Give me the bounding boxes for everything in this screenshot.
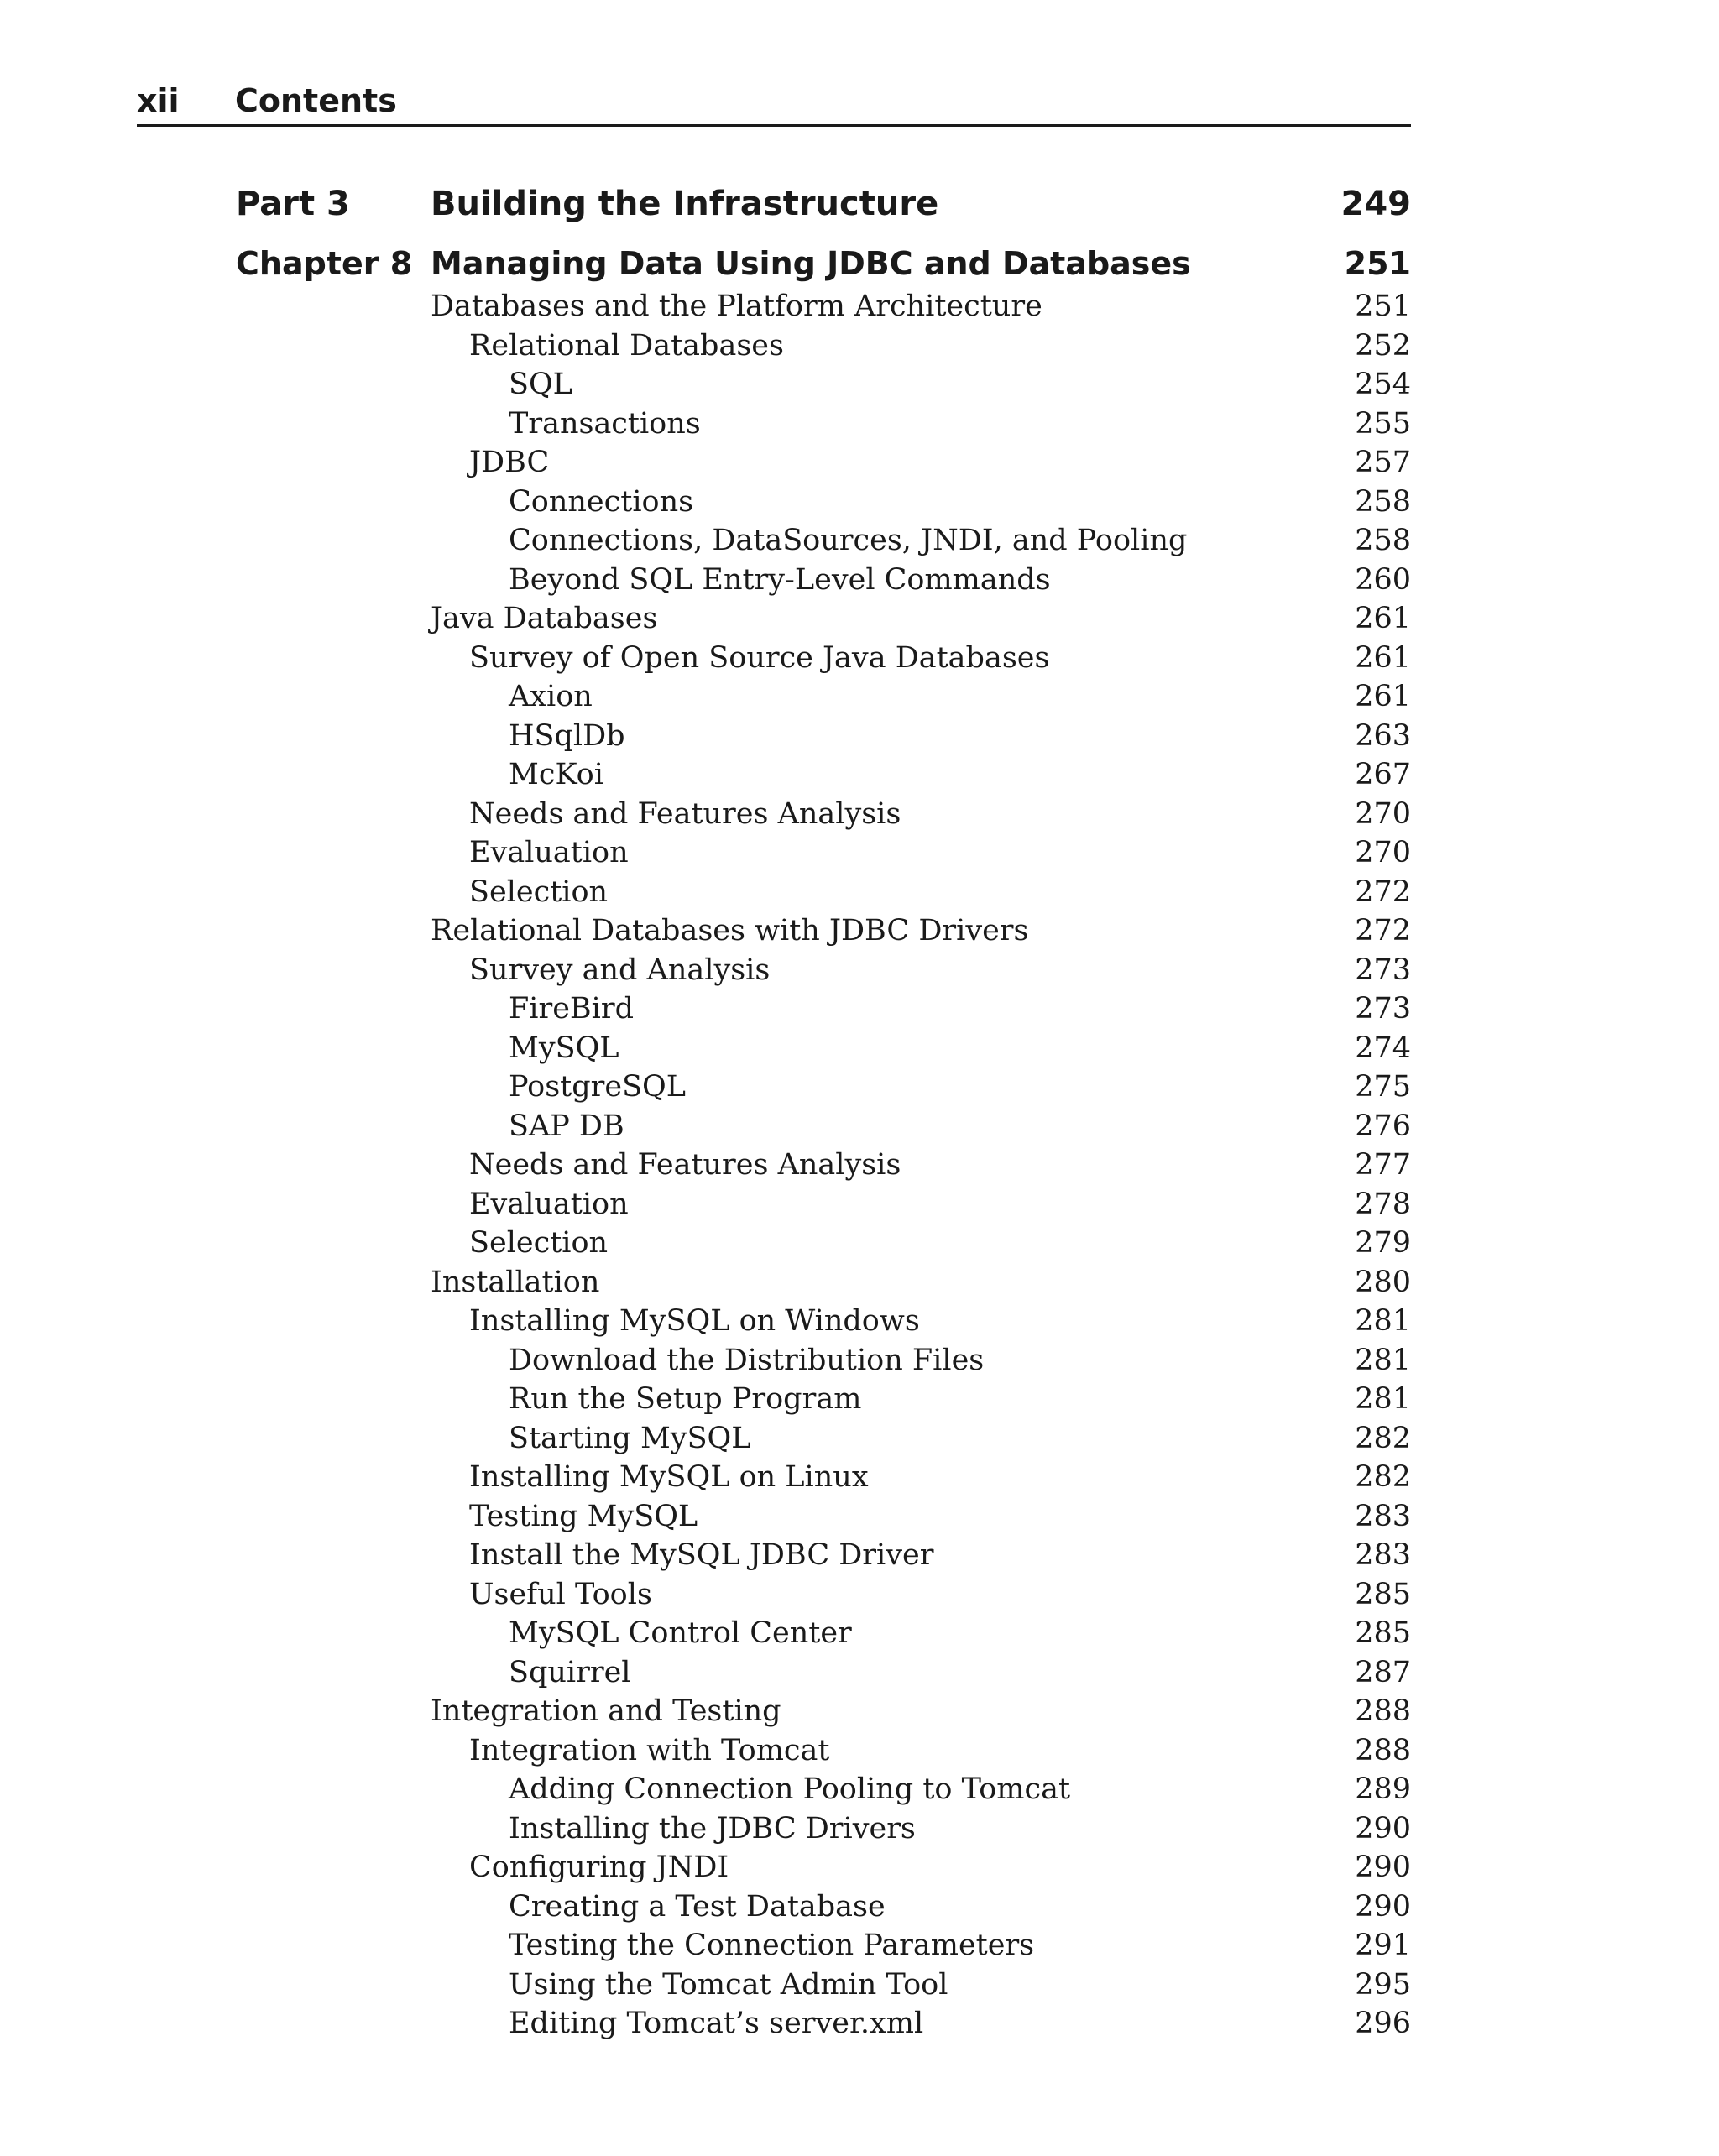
- toc-entry-page: 296: [1355, 2007, 1411, 2040]
- toc-entry-page: 254: [1355, 368, 1411, 401]
- toc-entry: [431, 443, 1411, 483]
- toc-entry-title: SQL: [509, 368, 572, 401]
- toc-entry-title: Run the Setup Program: [509, 1382, 862, 1416]
- toc-entry-title: Editing Tomcat’s server.xml: [509, 2007, 924, 2040]
- toc-entry-title: MySQL: [509, 1031, 619, 1065]
- toc-entry-page: 260: [1355, 562, 1411, 597]
- toc-entry: [431, 1848, 1411, 1887]
- toc-entry-title: Java Databases: [431, 602, 658, 635]
- chapter-page: 251: [1344, 245, 1411, 282]
- toc-entry: [431, 287, 1411, 326]
- part-page: 249: [1340, 185, 1411, 223]
- chapter-heading: [236, 245, 1411, 287]
- toc-entry: [431, 951, 1411, 990]
- toc-entry-page: 263: [1355, 718, 1411, 753]
- toc-entry: [431, 1887, 1411, 1927]
- toc-entry: [431, 561, 1411, 600]
- toc-entry-title: Needs and Features Analysis: [469, 1148, 901, 1182]
- toc-entry-title: Installing MySQL on Linux: [469, 1460, 869, 1494]
- toc-entry-page: 288: [1355, 1733, 1411, 1767]
- toc-entry-page: 255: [1355, 406, 1411, 441]
- toc-entry-title: MySQL Control Center: [509, 1616, 852, 1650]
- toc-entry: [431, 1497, 1411, 1537]
- toc-entry-page: 290: [1355, 1811, 1411, 1845]
- toc-entry-title: Useful Tools: [469, 1577, 652, 1611]
- toc-entry-page: 275: [1355, 1070, 1411, 1104]
- toc-entry-page: 270: [1355, 836, 1411, 869]
- toc-entry: [431, 1068, 1411, 1107]
- toc-entry: [431, 1653, 1411, 1693]
- toc-entry: [431, 483, 1411, 522]
- toc-entry-title: HSqlDb: [509, 718, 625, 753]
- toc-entry-page: 261: [1355, 640, 1411, 675]
- part-label: Part 3: [236, 185, 350, 223]
- toc-entry-title: Configuring JNDI: [469, 1851, 729, 1884]
- toc-entry-title: Databases and the Platform Architecture: [431, 290, 1042, 323]
- toc-entry-page: 252: [1355, 328, 1411, 363]
- toc-entry-title: Installing MySQL on Windows: [469, 1304, 920, 1338]
- toc-entry-title: Selection: [469, 874, 609, 909]
- toc-entry-page: 290: [1355, 1851, 1411, 1884]
- toc-entry-title: Integration and Testing: [431, 1694, 781, 1728]
- toc-entry-page: 278: [1355, 1187, 1411, 1221]
- toc-entry-page: 272: [1355, 914, 1411, 947]
- toc-entry-page: 277: [1355, 1148, 1411, 1182]
- toc-entry-page: 276: [1355, 1109, 1411, 1143]
- toc-entry-title: PostgreSQL: [509, 1070, 686, 1104]
- toc-entry: [431, 989, 1411, 1029]
- toc-entry: [431, 326, 1411, 366]
- toc-entry-title: Installing the JDBC Drivers: [509, 1811, 916, 1845]
- toc-entry-page: 287: [1355, 1655, 1411, 1689]
- toc-entry: [431, 1341, 1411, 1381]
- chapter-title: Managing Data Using JDBC and Databases: [431, 245, 1191, 282]
- toc-entry: [431, 911, 1411, 951]
- toc-entry: [431, 1926, 1411, 1965]
- chapter-label: Chapter 8: [236, 245, 413, 282]
- toc-entry-title: Survey of Open Source Java Databases: [469, 640, 1050, 675]
- toc-entry: [431, 1614, 1411, 1653]
- header-title: Contents: [235, 82, 397, 119]
- toc-entry-title: Testing MySQL: [469, 1499, 698, 1533]
- toc-entry: [431, 639, 1411, 678]
- toc-entry-page: 257: [1355, 446, 1411, 479]
- toc-entry-page: 281: [1355, 1343, 1411, 1377]
- toc-entry: [431, 795, 1411, 834]
- toc-entry: [431, 1809, 1411, 1849]
- toc-entry-title: Evaluation: [469, 836, 629, 869]
- toc-entry-page: 280: [1355, 1265, 1411, 1299]
- toc-entry-title: Installation: [431, 1265, 600, 1299]
- toc-entry-title: Squirrel: [509, 1655, 631, 1689]
- part-heading: [236, 185, 1411, 230]
- toc-entry-page: 282: [1355, 1421, 1411, 1455]
- toc-entry: [431, 1731, 1411, 1771]
- toc-entry-title: Install the MySQL JDBC Driver: [469, 1538, 934, 1572]
- toc-entry: [431, 1302, 1411, 1341]
- toc-entry-page: 251: [1355, 290, 1411, 323]
- toc-entry-title: Connections: [509, 484, 694, 519]
- toc-entry-page: 283: [1355, 1499, 1411, 1533]
- toc-entry-page: 281: [1355, 1304, 1411, 1338]
- toc-entry-page: 261: [1355, 680, 1411, 713]
- toc-entry: [431, 365, 1411, 405]
- toc-entry-page: 288: [1355, 1694, 1411, 1728]
- toc-entry-page: 258: [1355, 484, 1411, 519]
- toc-entry: [431, 1965, 1411, 2005]
- toc-entry: [431, 717, 1411, 756]
- toc-entry-title: Download the Distribution Files: [509, 1343, 985, 1377]
- toc-entry-page: 285: [1355, 1616, 1411, 1650]
- toc-entry: [431, 1185, 1411, 1224]
- toc-entry-title: Beyond SQL Entry-Level Commands: [509, 562, 1051, 597]
- toc-entry-page: 290: [1355, 1889, 1411, 1924]
- toc-entry: [431, 599, 1411, 639]
- toc-entry-title: Needs and Features Analysis: [469, 796, 901, 831]
- toc-entry: [431, 1263, 1411, 1302]
- toc-entry-title: Integration with Tomcat: [469, 1733, 830, 1767]
- toc-entry: [431, 755, 1411, 795]
- toc-entry: [431, 1380, 1411, 1419]
- toc-entry: [431, 1029, 1411, 1068]
- toc-entry-page: 274: [1355, 1031, 1411, 1065]
- toc-entry-page: 295: [1355, 1967, 1411, 2002]
- toc-entry-title: Survey and Analysis: [469, 953, 771, 987]
- toc-entry: [431, 1692, 1411, 1731]
- toc-entry-title: Relational Databases with JDBC Drivers: [431, 914, 1029, 947]
- toc-entry: [431, 873, 1411, 912]
- toc-entry-page: 267: [1355, 758, 1411, 791]
- toc-entry: [431, 1107, 1411, 1146]
- toc-entry-page: 279: [1355, 1226, 1411, 1260]
- toc-entry-title: Using the Tomcat Admin Tool: [509, 1967, 948, 2002]
- toc-entry-page: 291: [1355, 1929, 1411, 1962]
- toc-entry-list: [431, 287, 1411, 2044]
- toc-entry-title: Connections, DataSources, JNDI, and Pooling: [509, 524, 1188, 557]
- toc-entry-page: 272: [1355, 874, 1411, 909]
- toc-entry-page: 273: [1355, 992, 1411, 1026]
- toc-entry-title: SAP DB: [509, 1109, 624, 1143]
- toc-entry: [431, 1770, 1411, 1809]
- running-header: [137, 82, 1411, 127]
- toc-entry: [431, 1146, 1411, 1185]
- toc-entry: [431, 1419, 1411, 1459]
- toc-entry: [431, 1458, 1411, 1497]
- toc-entry: [431, 521, 1411, 561]
- toc-entry-title: Transactions: [509, 406, 701, 441]
- part-title: Building the Infrastructure: [431, 185, 939, 223]
- toc-entry-page: 282: [1355, 1460, 1411, 1494]
- toc-entry-title: Starting MySQL: [509, 1421, 751, 1455]
- toc-entry: [431, 1575, 1411, 1615]
- toc-entry-page: 273: [1355, 953, 1411, 987]
- toc-entry-title: JDBC: [469, 446, 550, 479]
- toc-entry-page: 281: [1355, 1382, 1411, 1416]
- toc-entry: [431, 1224, 1411, 1263]
- toc-entry-page: 270: [1355, 796, 1411, 831]
- toc-entry-title: Relational Databases: [469, 328, 784, 363]
- toc-entry-page: 261: [1355, 602, 1411, 635]
- toc-entry: [431, 405, 1411, 444]
- toc-entry-title: Adding Connection Pooling to Tomcat: [509, 1772, 1071, 1806]
- toc-entry-page: 289: [1355, 1772, 1411, 1806]
- toc-entry-title: Axion: [509, 680, 593, 713]
- toc-entry-page: 285: [1355, 1577, 1411, 1611]
- toc-entry-page: 258: [1355, 524, 1411, 557]
- toc-entry-title: FireBird: [509, 992, 634, 1026]
- toc-entry: [431, 677, 1411, 717]
- toc-entry-title: Selection: [469, 1226, 609, 1260]
- toc-entry: [431, 1536, 1411, 1575]
- toc-entry: [431, 833, 1411, 873]
- toc-entry-title: McKoi: [509, 758, 603, 791]
- toc-entry-title: Evaluation: [469, 1187, 629, 1221]
- header-page-number: xii: [137, 82, 180, 119]
- toc-entry: [431, 2004, 1411, 2044]
- toc-entry-page: 283: [1355, 1538, 1411, 1572]
- toc-entry-title: Creating a Test Database: [509, 1889, 886, 1924]
- toc-entry-title: Testing the Connection Parameters: [509, 1929, 1035, 1962]
